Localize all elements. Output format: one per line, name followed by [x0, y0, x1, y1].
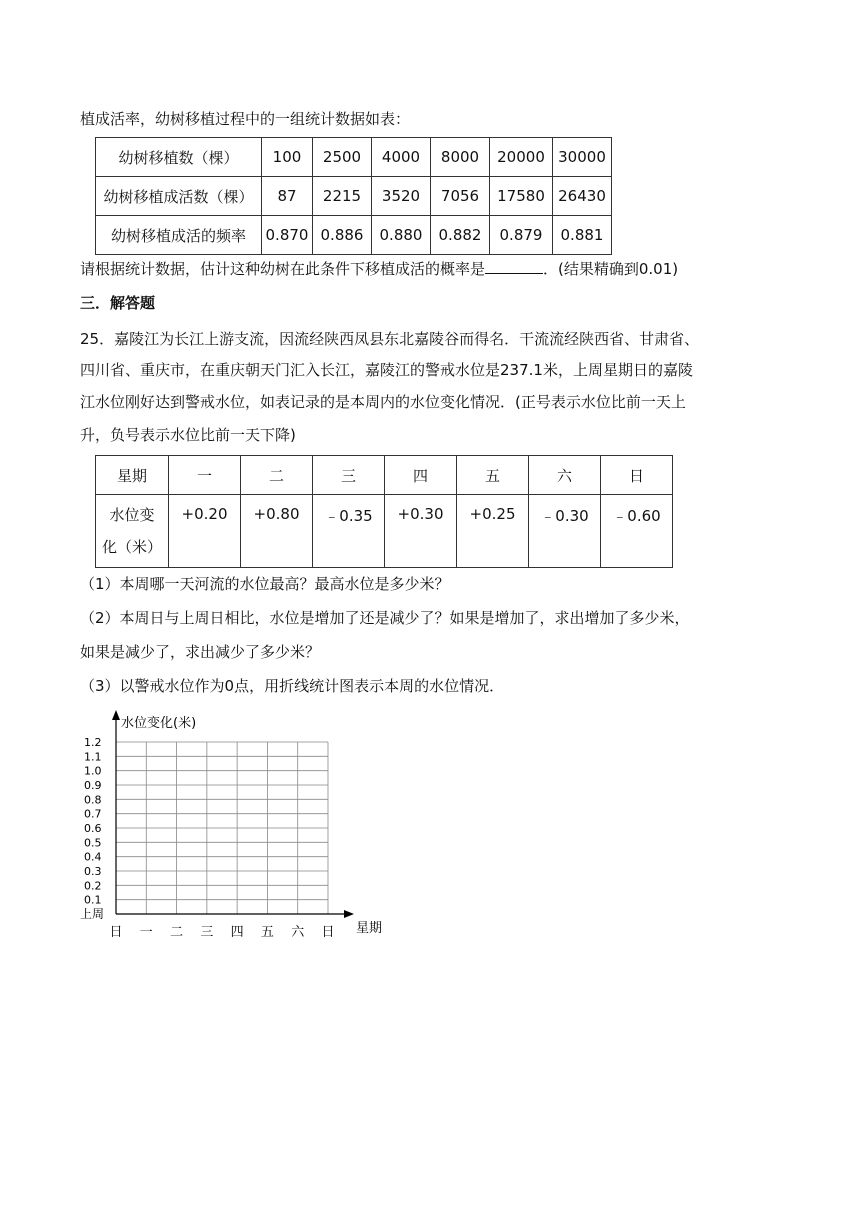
row-label-cell	[96, 495, 169, 568]
table1-cell: 0.882	[431, 216, 490, 255]
water-level-chart	[76, 708, 386, 948]
x-tick-label: 四	[230, 925, 244, 940]
water-change-cell: ﹣0.60	[601, 495, 673, 568]
table1-cell: 100	[262, 138, 313, 177]
day-header-cell: 四	[385, 456, 457, 495]
q24-text-a: 请根据统计数据，估计这种幼树在此条件下移植成活的概率是	[80, 260, 486, 278]
table1-cell: 0.879	[490, 216, 553, 255]
y-tick-label: 1.1	[84, 750, 102, 764]
seedling-table	[95, 137, 612, 255]
section-heading: 三．解答题	[80, 294, 156, 312]
water-change-cell: ﹣0.35	[313, 495, 385, 568]
table1-cell: 0.881	[553, 216, 612, 255]
y-tick-label: 0.7	[84, 807, 102, 821]
water-change-cell: +0.25	[457, 495, 529, 568]
day-header-cell: 二	[241, 456, 313, 495]
q25-line-2: 四川省、重庆市，在重庆朝天门汇入长江，嘉陵江的警戒水位是237.1米，上周星期日的嘉陵	[80, 361, 693, 379]
table1-cell: 0.870	[262, 216, 313, 255]
table1-row-label: 幼树移植成活数（棵）	[96, 177, 262, 216]
y-tick-label: 0.5	[84, 836, 102, 850]
q25-sub-2a: （2）本周日与上周日相比，水位是增加了还是减少了？如果是增加了，求出增加了多少米，	[80, 609, 690, 627]
row-label-2: 化（米）	[101, 538, 162, 556]
table1-cell: 0.886	[313, 216, 372, 255]
table1-cell: 17580	[490, 177, 553, 216]
q25-line-4: 升，负号表示水位比前一天下降)	[80, 426, 296, 444]
y-tick-label: 0.8	[84, 793, 102, 807]
q25-sub-1: （1）本周哪一天河流的水位最高？最高水位是多少米？	[80, 575, 450, 593]
x-tick-label: 日	[321, 925, 335, 940]
water-level-table	[95, 455, 673, 568]
day-header-cell: 三	[313, 456, 385, 495]
q25-sub-3: （3）以警戒水位作为0点，用折线统计图表示本周的水位情况．	[80, 677, 505, 695]
x-axis-label: 星期	[356, 921, 383, 936]
table1-cell: 26430	[553, 177, 612, 216]
water-change-cell: +0.20	[169, 495, 241, 568]
y-tick-label: 1.0	[84, 764, 102, 778]
y-tick-label: 0.1	[84, 893, 102, 907]
answer-blank[interactable]	[485, 259, 543, 274]
q25-line-3: 江水位刚好达到警戒水位，如表记录的是本周内的水位变化情况．(正号表示水位比前一天上	[80, 393, 686, 411]
table1-cell: 2215	[313, 177, 372, 216]
header-label-cell: 星期	[96, 456, 169, 495]
water-change-cell: +0.30	[385, 495, 457, 568]
table1-row-label: 幼树移植成活的频率	[96, 216, 262, 255]
x-tick-label: 三	[200, 925, 214, 940]
table1-cell: 30000	[553, 138, 612, 177]
y-axis-arrow	[112, 710, 120, 720]
q25-sub-2b: 如果是减少了，求出减少了多少米？	[80, 643, 321, 661]
q24-question	[80, 258, 678, 280]
q24-text-b: ．(结果精确到0.01)	[543, 260, 679, 278]
table1-row	[96, 177, 612, 216]
x-tick-label: 五	[260, 925, 274, 940]
row-label-1: 水位变	[109, 506, 155, 524]
x-axis-arrow	[344, 910, 354, 918]
day-header-cell: 一	[169, 456, 241, 495]
y-tick-label: 1.2	[84, 736, 102, 749]
y-tick-label: 0.3	[84, 865, 102, 878]
table1-cell: 20000	[490, 138, 553, 177]
x-tick-label: 一	[139, 925, 153, 940]
table1-cell: 7056	[431, 177, 490, 216]
table1-row	[96, 138, 612, 177]
day-header-cell: 五	[457, 456, 529, 495]
y-tick-label: 0.4	[84, 850, 102, 864]
table1-cell: 87	[262, 177, 313, 216]
x-tick-label: 日	[109, 925, 123, 940]
day-header-cell: 日	[601, 456, 673, 495]
table1-row-label: 幼树移植数（棵）	[96, 138, 262, 177]
y-tick-label: 0.6	[84, 822, 102, 835]
table1-cell: 2500	[313, 138, 372, 177]
water-change-cell: ﹣0.30	[529, 495, 601, 568]
y-axis-label: 水位变化(米)	[121, 716, 197, 731]
y-tick-label: 0.9	[84, 779, 102, 792]
water-change-cell: +0.80	[241, 495, 313, 568]
intro-line: 植成活率，幼树移植过程中的一组统计数据如表：	[80, 110, 411, 128]
y-tick-label: 0.2	[84, 879, 102, 893]
day-header-cell: 六	[529, 456, 601, 495]
q25-line-1: 25．嘉陵江为长江上游支流，因流经陕西凤县东北嘉陵谷而得名．干流流经陕西省、甘肃省、	[80, 330, 700, 348]
table1-cell: 3520	[372, 177, 431, 216]
table1-cell: 4000	[372, 138, 431, 177]
table1-row	[96, 216, 612, 255]
x-tick-label: 六	[291, 925, 305, 940]
x-tick-label: 二	[170, 925, 184, 940]
table1-cell: 0.880	[372, 216, 431, 255]
table1-cell: 8000	[431, 138, 490, 177]
origin-label: 上周	[80, 907, 105, 921]
